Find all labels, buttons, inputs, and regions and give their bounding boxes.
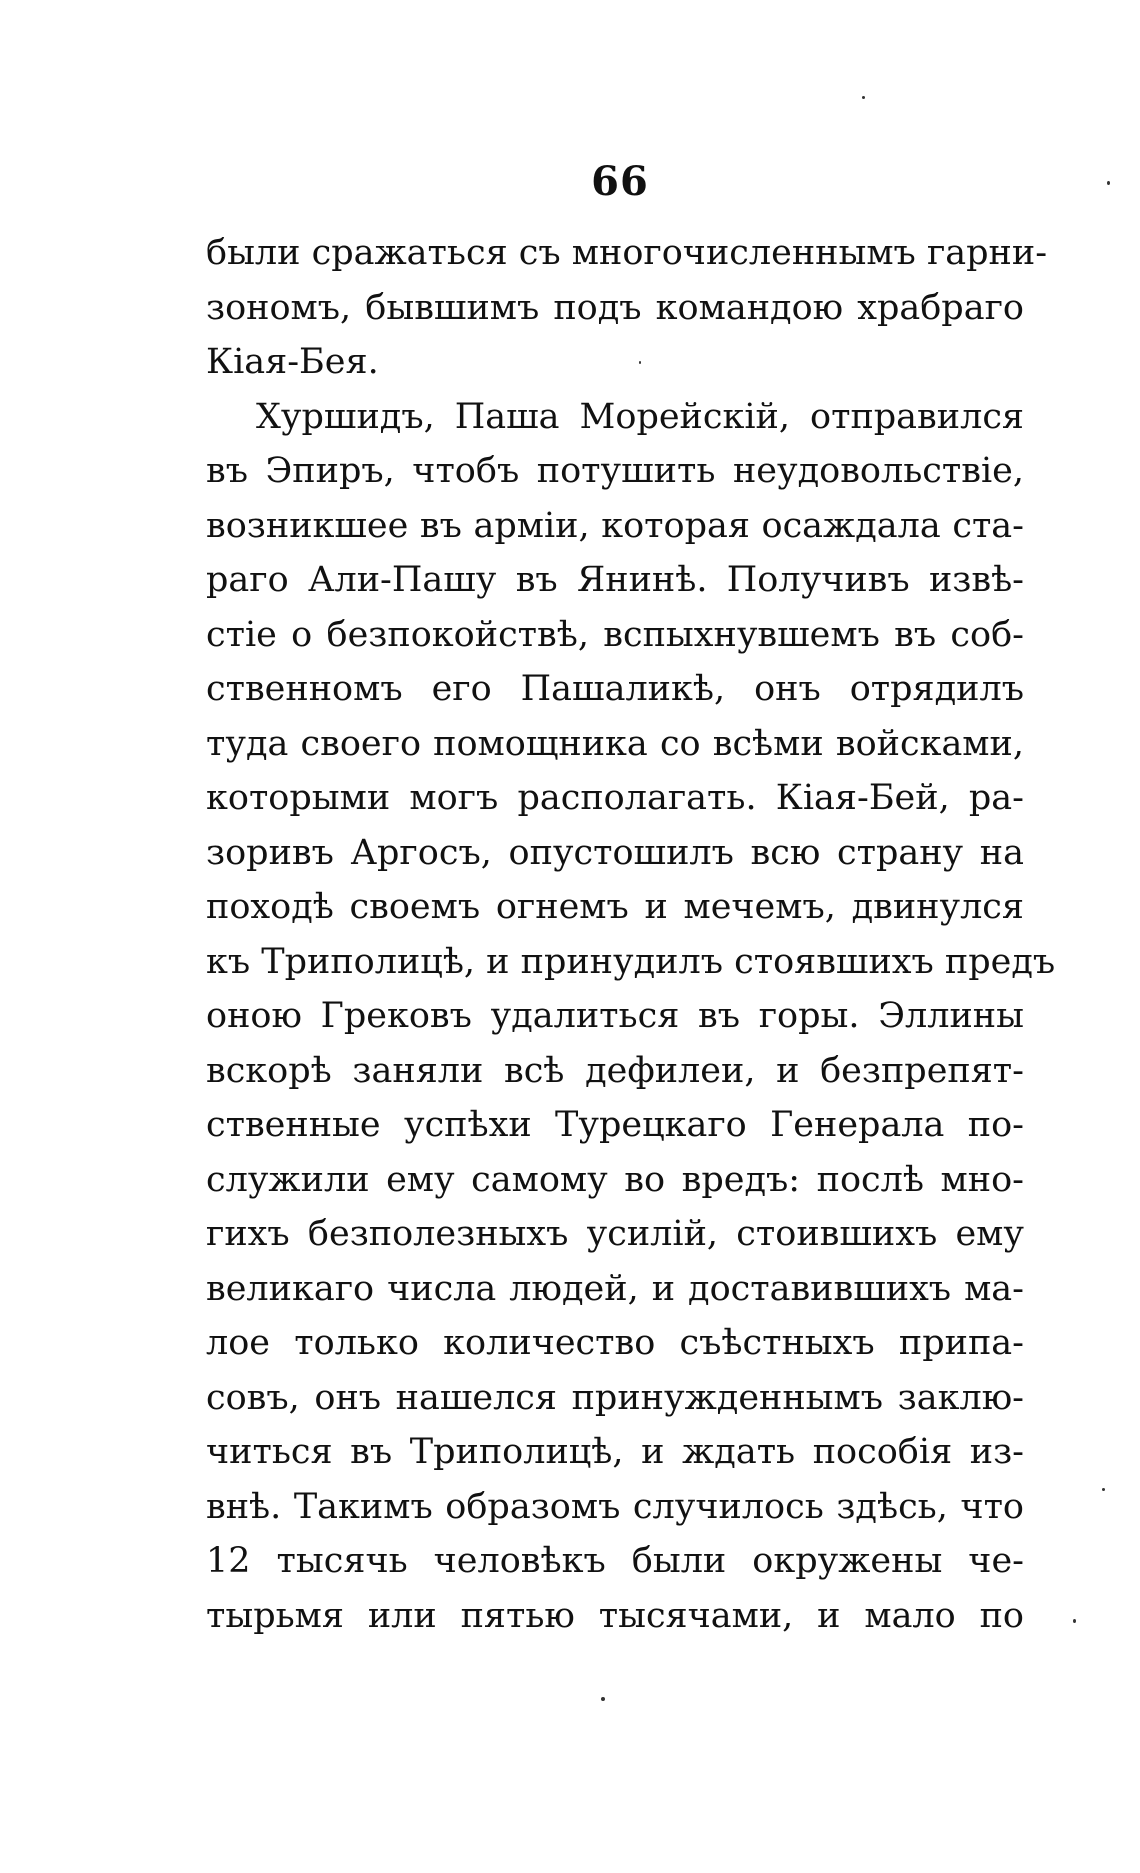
text-line: 12 тысячь человѣкъ были окружены че- xyxy=(206,1541,1024,1581)
scan-speck xyxy=(639,361,641,364)
text-line: зономъ, бывшимъ подъ командою храбраго xyxy=(206,287,1024,328)
text-line: ственные успѣхи Турецкаго Генерала по- xyxy=(206,1105,1024,1145)
text-line: въ Эпиръ, чтобъ потушить неудовольствіе, xyxy=(206,451,1024,491)
text-line: оною Грековъ удалиться въ горы. Эллины xyxy=(206,996,1024,1036)
page-number: 66 xyxy=(591,158,649,205)
text-line: внѣ. Такимъ образомъ случилось здѣсь, что xyxy=(206,1486,1024,1527)
text-line: тырьмя или пятью тысячами, и мало по xyxy=(206,1595,1024,1636)
text-line: гихъ безполезныхъ усилій, стоившихъ ему xyxy=(206,1214,1024,1254)
text-line: зоривъ Аргосъ, опустошилъ всю страну на xyxy=(206,832,1024,873)
text-line: раго Али-Пашу въ Янинѣ. Получивъ извѣ- xyxy=(206,560,1024,600)
text-line: читься въ Триполицѣ, и ждать пособія из- xyxy=(206,1432,1024,1472)
text-line: вскорѣ заняли всѣ дефилеи, и безпрепят- xyxy=(206,1050,1024,1091)
scan-speck xyxy=(601,1697,605,1701)
text-line: лое только количество съѣстныхъ припа- xyxy=(206,1323,1024,1363)
scan-speck xyxy=(1107,181,1110,185)
text-line: были сражаться съ многочисленнымъ гарни- xyxy=(206,233,1048,273)
text-line: ственномъ его Пашаликѣ, онъ отрядилъ xyxy=(206,669,1024,709)
text-line: совъ, онъ нашелся принужденнымъ заклю- xyxy=(206,1377,1024,1418)
text-line: служили ему самому во вредъ: послѣ мно- xyxy=(206,1159,1024,1200)
text-line: Кіая-Бея. xyxy=(206,342,379,382)
scan-speck xyxy=(1102,1488,1105,1491)
text-line: которыми могъ располагать. Кіая-Бей, ра- xyxy=(206,778,1024,818)
text-line: къ Триполицѣ, и принудилъ стоявшихъ предъ xyxy=(206,941,1056,982)
body-text xyxy=(206,226,1056,1643)
text-line: великаго числа людей, и доставившихъ ма- xyxy=(206,1268,1024,1309)
scan-speck xyxy=(862,96,865,99)
text-line: возникшее въ арміи, которая осаждала ста- xyxy=(206,505,1024,546)
text-line: Хуршидъ, Паша Морейскій, отправился xyxy=(256,396,1024,437)
scan-speck xyxy=(1073,1619,1076,1623)
text-line: стіе о безпокойствѣ, вспыхнувшемъ въ соб- xyxy=(206,614,1024,655)
text-line: походѣ своемъ огнемъ и мечемъ, двинулся xyxy=(206,887,1024,927)
text-line: туда своего помощника со всѣми войсками, xyxy=(206,723,1024,764)
